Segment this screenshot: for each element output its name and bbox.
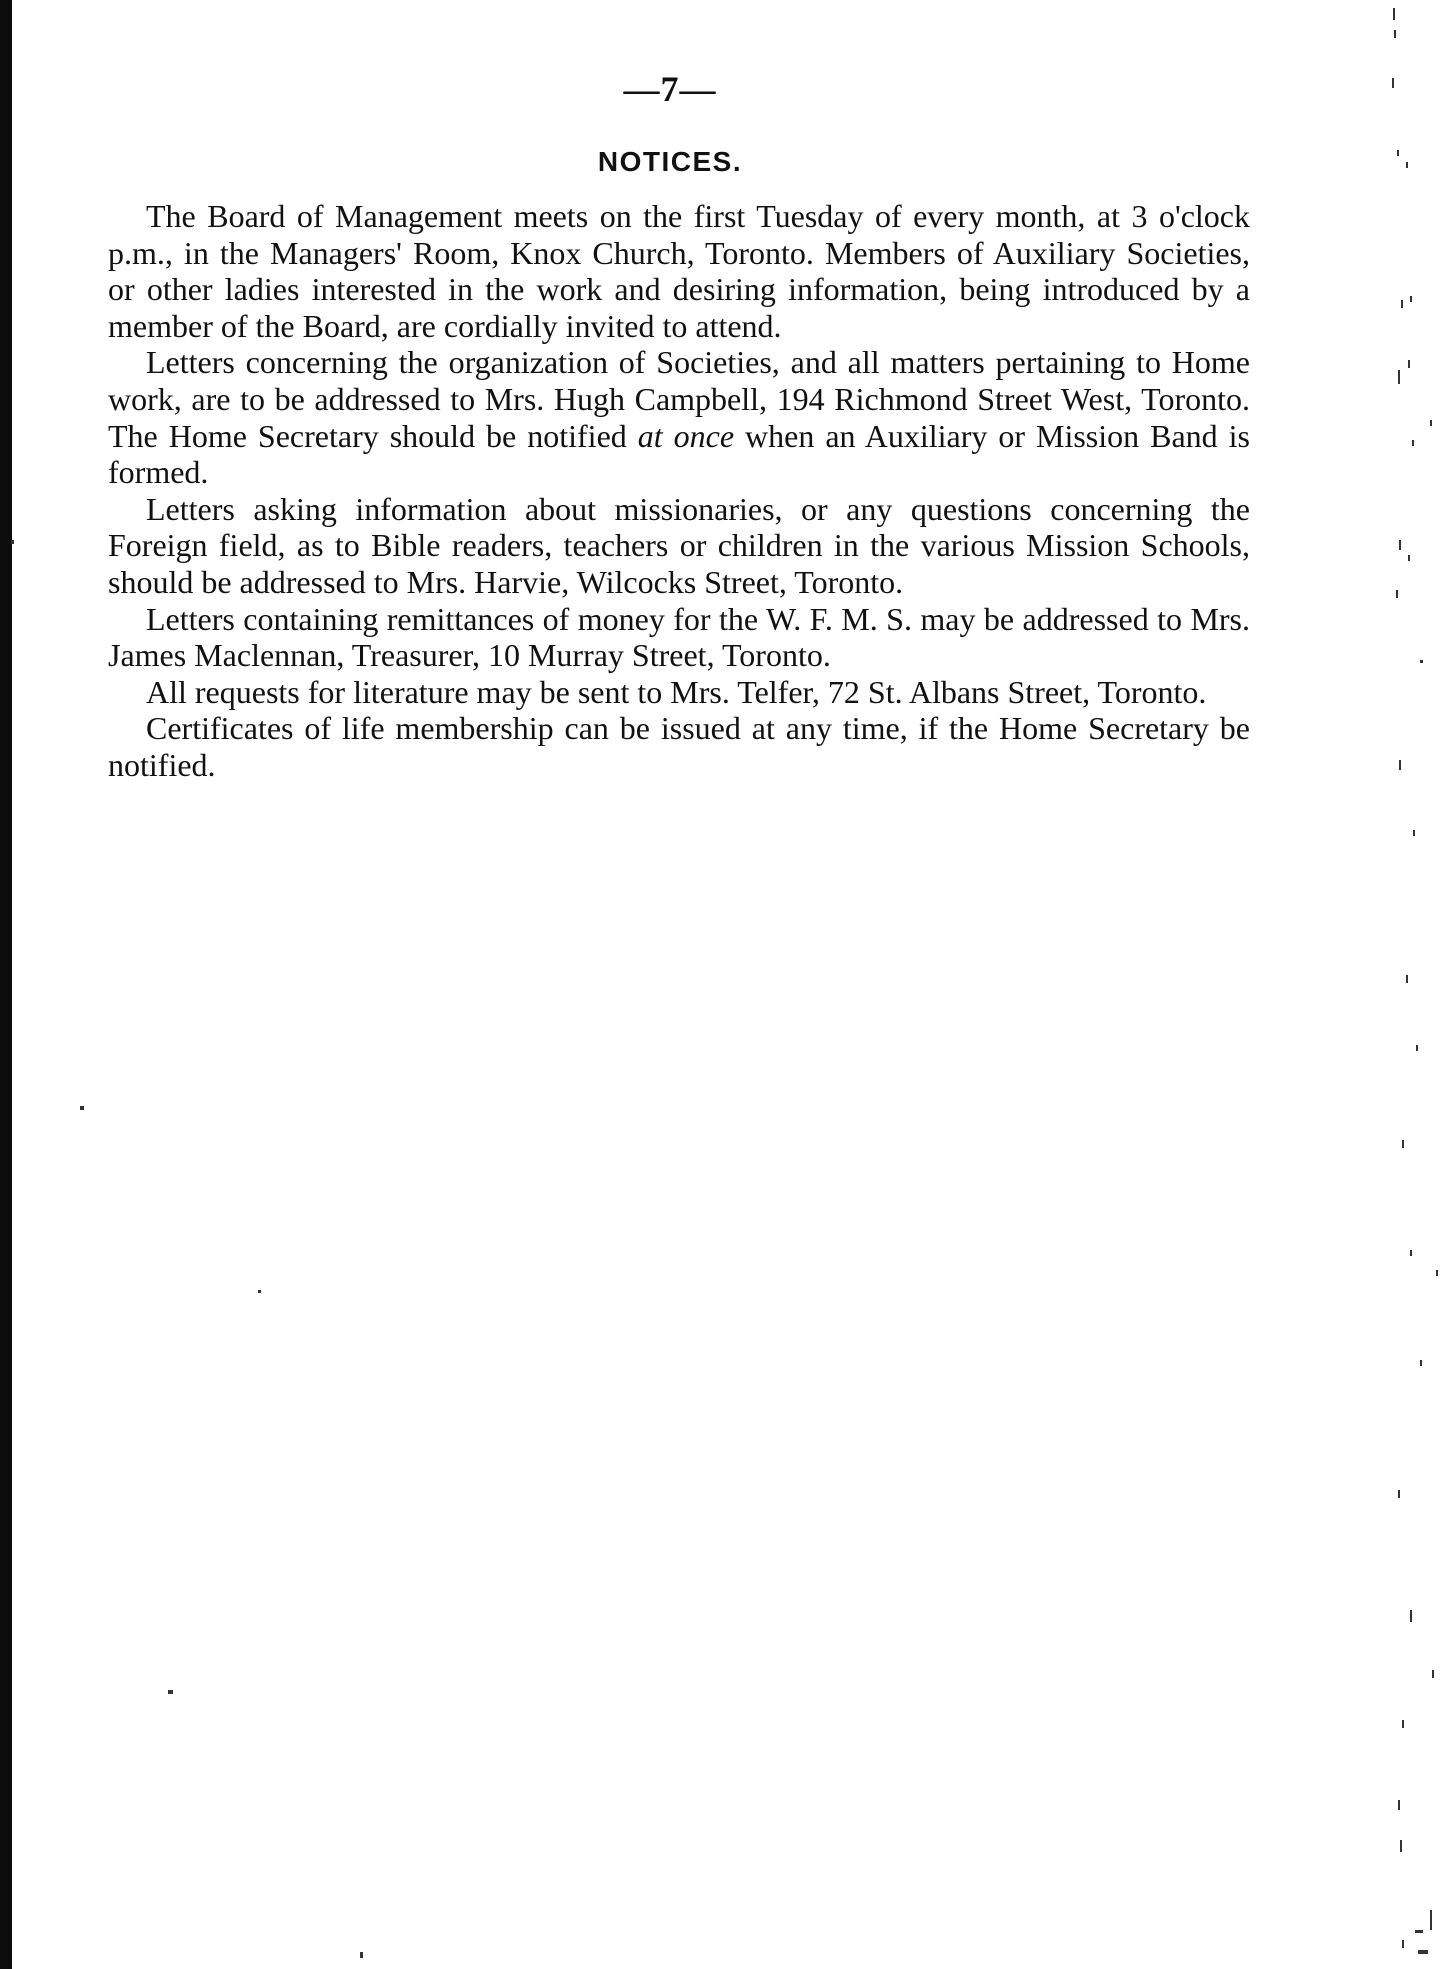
notice-home-work-text: Letters concerning the organization of Societies, and all matters pertaining to Home work, are to be addressed to Mrs. Hugh Campbell, 194 Richmond Street West, Toronto. The Home Secretary should be notified: [108, 344, 1250, 454]
notice-literature-requests: All requests for literature may be sent to Mrs. Telfer, 72 St. Albans Street, Toronto.: [146, 673, 1207, 710]
notice-emphasis: at once: [637, 417, 735, 454]
notice-home-work-text-end: when an Auxiliary or Mission Band is formed.: [108, 417, 1250, 491]
notice-life-membership: Certificates of life membership can be issued at any time, if the Home Secretary be notified.: [108, 710, 1250, 783]
notice-foreign-field-letters: Letters asking information about missionaries, or any questions concerning the Foreign field, as to Bible readers, teachers or children in the various Mission Schools, should be addressed to Mrs. Harvie, Wilcocks Street, Toronto.: [108, 490, 1250, 600]
notice-remittances: Letters containing remittances of money for the W. F. M. S. may be addressed to Mrs. James Maclennan, Treasurer, 10 Murray Street, Toronto.: [108, 600, 1250, 674]
notices-body: [108, 198, 1250, 784]
notices-heading: NOTICES.: [597, 146, 743, 177]
page-binding-edge: [0, 0, 12, 1969]
page-number: —7—: [623, 69, 717, 109]
notice-home-work-letters: [108, 344, 1250, 490]
notice-board-meetings: The Board of Management meets on the first Tuesday of every month, at 3 o'clock p.m., in the Managers' Room, Knox Church, Toronto. Members of Auxiliary Societies, or other ladies interested in the work and desiring information, being introduced by a member of the Board, are cordially invited to attend.: [108, 198, 1250, 344]
